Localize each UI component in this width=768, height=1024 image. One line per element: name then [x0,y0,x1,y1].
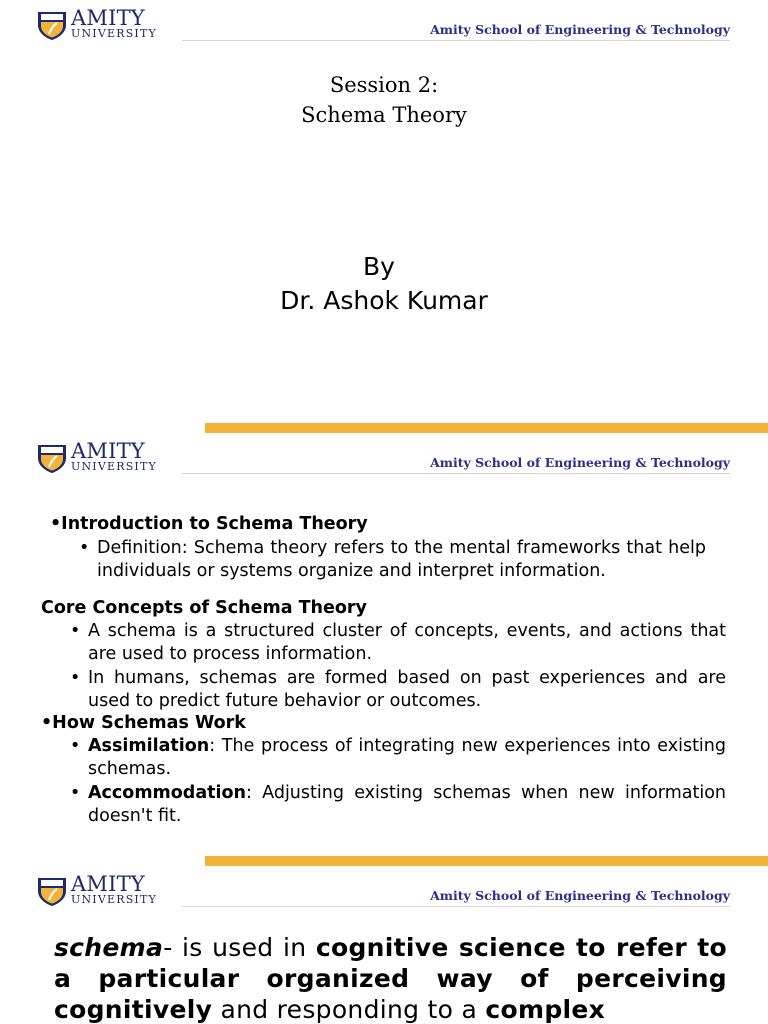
core-1-text: A schema is a structured cluster of concepts, events, and actions that are used to process information. [88,621,726,664]
gold-accent-bar [205,856,768,866]
session-label: Session 2: [329,73,439,97]
amity-logo [36,6,171,43]
how-heading: •How Schemas Work [41,713,246,733]
header-divider [182,906,730,907]
definition-text: Definition: Schema theory refers to the mental frameworks that help individuals or systems organize and interpret information. [97,538,706,581]
school-name: Amity School of Engineering & Technology [430,22,730,37]
definition-mid: and responding to a [212,995,486,1024]
bullet-core-2 [70,667,726,713]
logo-wordmark: AMITY [71,872,145,896]
accommodation-term: Accommodation [88,783,246,803]
logo-subtitle: UNIVERSITY [71,460,157,473]
core-heading: Core Concepts of Schema Theory [41,598,367,618]
assimilation-term: Assimilation [88,736,210,756]
bullet-dot: • [70,668,81,688]
gold-accent-bar [205,423,768,433]
amity-shield-icon [36,875,68,907]
bullet-dot: • [70,621,81,641]
by-label: By [363,252,395,281]
assimilation-text: : The process of integrating new experiences into existing schemas. [88,736,726,779]
bullet-dot: • [70,783,81,803]
accommodation-text: : Adjusting existing schemas when new information doesn't fit. [88,783,726,826]
definition-bold-2: complex [485,995,606,1024]
amity-shield-icon [36,442,68,474]
amity-logo [36,439,171,476]
logo-subtitle: UNIVERSITY [71,27,157,40]
header-divider [182,40,730,41]
schema-definition-paragraph [54,932,727,1024]
slide-title [0,0,768,433]
slide-schema-definition [0,866,768,1024]
intro-heading: •Introduction to Schema Theory [50,514,368,534]
school-name: Amity School of Engineering & Technology [430,888,730,903]
bullet-accommodation [70,782,726,828]
definition-lead: - is used in [163,933,316,962]
amity-logo [36,872,171,909]
logo-wordmark: AMITY [71,6,145,30]
header-divider [182,473,730,474]
bullet-core-1 [70,620,726,666]
schema-term: schema [54,933,164,962]
amity-shield-icon [36,9,68,41]
slide-schema-overview [0,433,768,866]
school-name: Amity School of Engineering & Technology [430,455,730,470]
logo-wordmark: AMITY [71,439,145,463]
core-2-text: In humans, schemas are formed based on past experiences and are used to predict future behavior or outcomes. [88,668,726,711]
bullet-dot: • [70,736,81,756]
definition-bold-1: cognitive science to refer to a particular organized way of perceiving cognitively [54,933,727,1024]
logo-subtitle: UNIVERSITY [71,893,157,906]
bullet-definition [79,537,706,583]
author-name: Dr. Ashok Kumar [280,286,488,315]
bullet-assimilation [70,735,726,781]
slide-topic: Schema Theory [301,103,467,127]
bullet-dot: • [79,538,90,558]
